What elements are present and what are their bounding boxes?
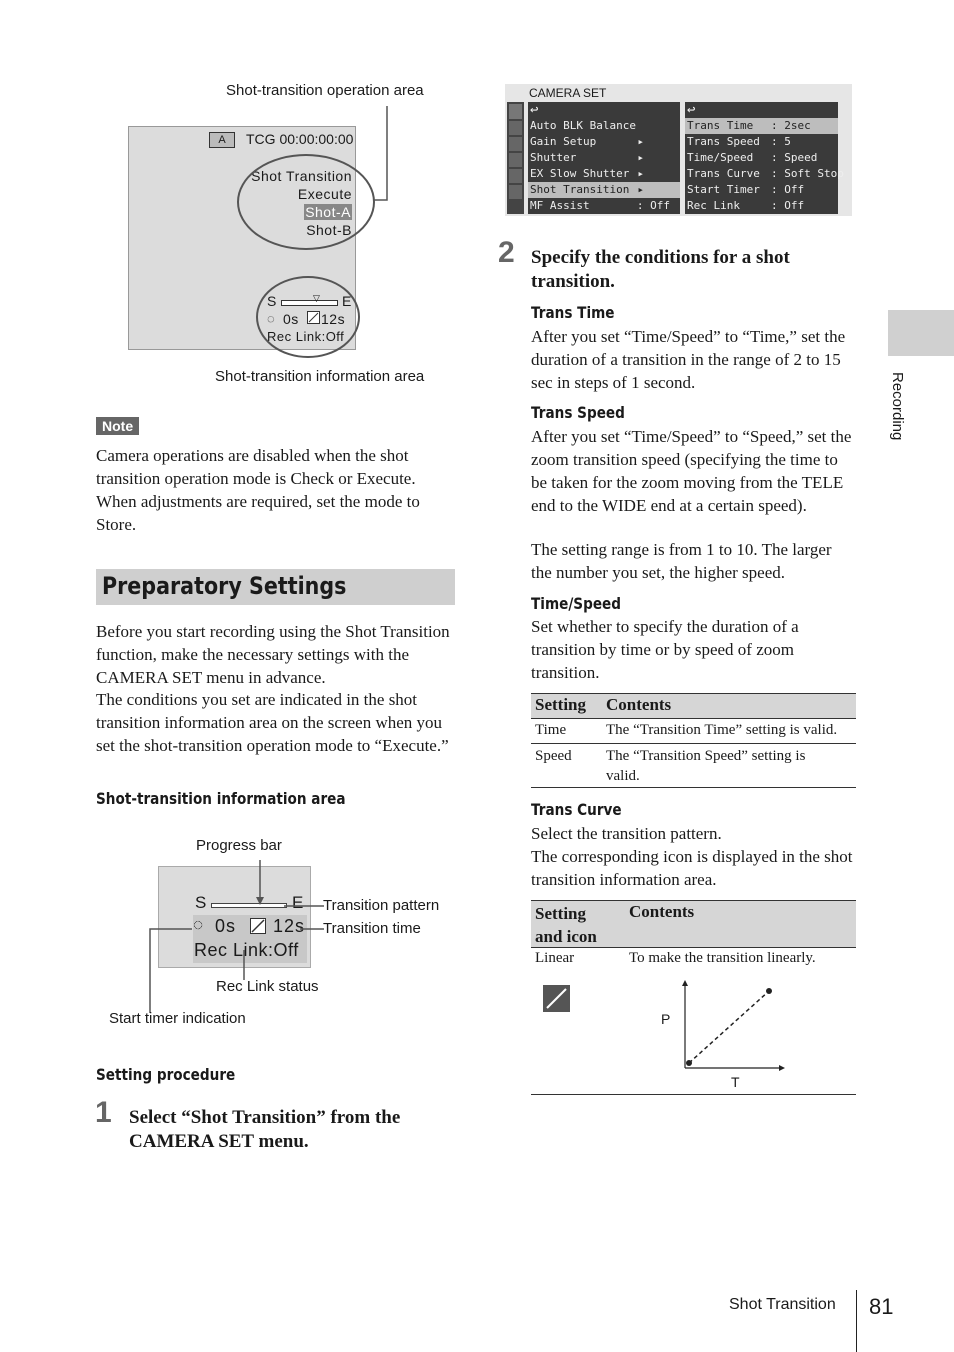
- setting-linear: Linear: [535, 950, 575, 966]
- time-speed-text: Set whether to specify the duration of a transition by time or by speed of zoom transition.: [531, 617, 799, 682]
- rec-link-small: Rec Link:Off: [267, 329, 345, 344]
- menu-item-trans-time[interactable]: Trans Time : 2sec: [685, 118, 838, 134]
- tcg-readout: TCG 00:00:00:00: [246, 131, 354, 147]
- trans-speed-text-2: The setting range is from 1 to 10. The larger the number you set, the higher speed.: [531, 540, 832, 582]
- menu-item-time-speed[interactable]: Time/Speed : Speed: [687, 151, 818, 164]
- step2-number: 2: [498, 236, 515, 269]
- transition-time-small: 12s: [321, 311, 346, 327]
- op-title: Shot Transition: [251, 168, 352, 184]
- timer-icon-large: ◌: [193, 915, 204, 934]
- step1-number: 1: [95, 1096, 112, 1129]
- time-speed-table: [531, 693, 856, 788]
- note-text: Camera operations are disabled when the shot transition operation mode is Check or Execute. When adjustments are required, set the mode to Store.: [96, 446, 420, 534]
- trans-curve-heading: Trans Curve: [531, 800, 622, 819]
- intro-text-2: The conditions you set are indicated in the shot transition information area on the screen when you set the shot-transition operation mode to “Execute.”: [96, 690, 449, 755]
- information-area-label: Shot-transition information area: [215, 368, 425, 385]
- table-header: Setting Contents: [531, 694, 856, 718]
- trans-time-text: After you set “Time/Speed” to “Time,” set the duration of a transition in the range of 2 to 15 sec in steps of 1 second.: [531, 327, 846, 392]
- progress-bar-label: Progress bar: [196, 837, 282, 854]
- trans-curve-table: [531, 900, 856, 1095]
- op-shot-b: Shot-B: [306, 222, 352, 238]
- start-marker-large: S: [195, 893, 207, 912]
- time-speed-heading: Time/Speed: [531, 594, 622, 613]
- mode-badge: A: [209, 132, 235, 148]
- rec-link-large: Rec Link:Off: [194, 940, 299, 960]
- start-timer-label: Start timer indication: [109, 1010, 246, 1027]
- camera-set-menu: [505, 84, 852, 216]
- menu-icon-strip: [507, 102, 524, 214]
- side-tab-label: Recording: [889, 372, 906, 441]
- back-icon-right[interactable]: ↩: [687, 102, 696, 118]
- step1-text: Select “Shot Transition” from the CAMERA SET menu.: [129, 1107, 401, 1152]
- trans-curve-text: Select the transition pattern.: [531, 824, 722, 843]
- procedure-heading: Setting procedure: [96, 1065, 236, 1084]
- menu-item-shot-transition[interactable]: Shot Transition ▸: [528, 182, 680, 198]
- trans-curve-text-2: The corresponding icon is displayed in the shot transition information area.: [531, 847, 853, 889]
- operation-area-label: Shot-transition operation area: [226, 82, 424, 99]
- info-area-heading: Shot-transition information area: [96, 789, 346, 808]
- rec-link-status-label: Rec Link status: [216, 978, 319, 995]
- linear-pattern-icon: [543, 985, 570, 1012]
- menu-item-shutter[interactable]: Shutter ▸: [530, 151, 644, 164]
- start-time-large: 0s: [215, 916, 237, 936]
- table-row: [531, 948, 856, 1094]
- footer-section: Shot Transition: [729, 1296, 836, 1313]
- intro-text: Before you start recording using the Shot Transition function, make the necessary settings with the CAMERA SET menu in advance.: [96, 622, 450, 687]
- op-execute: Execute: [297, 186, 352, 202]
- end-marker-large: E: [292, 893, 304, 912]
- menu-item-ex-slow-shutter[interactable]: EX Slow Shutter ▸: [530, 167, 644, 180]
- figure1-callouts: [120, 100, 400, 370]
- table-header: Setting and icon Contents: [531, 901, 856, 947]
- table-row: Speed The “Transition Speed” setting is valid.: [535, 748, 806, 784]
- progress-pointer-small: ▽: [313, 293, 320, 303]
- footer-divider: [856, 1290, 857, 1352]
- back-icon[interactable]: ↩: [530, 102, 539, 118]
- trans-time-heading: Trans Time: [531, 303, 615, 322]
- table-row: Time The “Transition Time” setting is valid.: [535, 722, 838, 738]
- timer-icon: ◌: [267, 311, 275, 326]
- axis-t-label: T: [731, 1074, 740, 1090]
- transition-time-large: 12s: [273, 916, 306, 936]
- note-badge: Note: [96, 417, 139, 435]
- menu-item-start-timer[interactable]: Start Timer : Off: [687, 183, 805, 196]
- transition-pattern-label: Transition pattern: [323, 897, 440, 914]
- side-tab-block: [888, 310, 954, 356]
- menu-item-mf-assist[interactable]: MF Assist : Off: [530, 199, 670, 212]
- menu-item-rec-link[interactable]: Rec Link : Off: [687, 199, 805, 212]
- menu-right-column: [685, 102, 844, 214]
- axis-p-label: P: [661, 1011, 671, 1027]
- op-shot-a: Shot-A: [305, 204, 351, 220]
- start-time-small: 0s: [283, 311, 299, 327]
- contents-linear: To make the transition linearly.: [629, 950, 816, 966]
- menu-left-column: [528, 102, 680, 214]
- menu-item-trans-curve[interactable]: Trans Curve : Soft Stop: [687, 167, 844, 180]
- end-marker: E: [342, 293, 352, 309]
- menu-item-gain-setup[interactable]: Gain Setup ▸: [530, 135, 644, 148]
- step2-text: Specify the conditions for a shot transition.: [531, 247, 790, 292]
- menu-title: CAMERA SET: [529, 86, 607, 100]
- transition-time-label: Transition time: [323, 920, 421, 937]
- section-title-bar: [96, 569, 455, 605]
- trans-speed-heading: Trans Speed: [531, 403, 625, 422]
- linear-graph: [676, 978, 786, 1074]
- menu-item-trans-speed[interactable]: Trans Speed : 5: [687, 135, 791, 148]
- trans-speed-text: After you set “Time/Speed” to “Speed,” set the zoom transition speed (specifying the time to be taken for the zoom moving from the TELE end to the WIDE end at a certain speed).: [531, 427, 852, 515]
- start-marker: S: [267, 293, 277, 309]
- section-title: Preparatory Settings: [102, 572, 347, 600]
- menu-item-auto-blk[interactable]: Auto BLK Balance: [530, 119, 636, 132]
- page-number: 81: [869, 1294, 894, 1319]
